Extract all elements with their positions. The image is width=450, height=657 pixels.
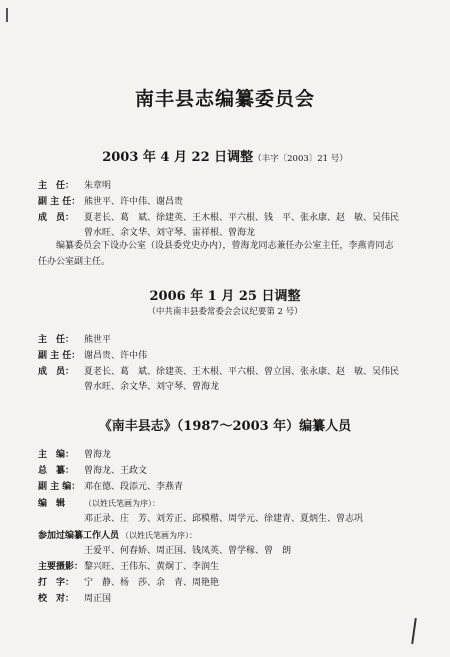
typing-row (38, 578, 219, 589)
row-label: 主要摄影： (38, 562, 84, 572)
page-title: 南丰县志编纂委员会 (134, 88, 315, 110)
row-label: 总 纂： (38, 466, 75, 476)
section1-heading (0, 146, 450, 165)
section2-members-continued: 曾水旺、余文华、刘守琴、曾海龙 (84, 382, 220, 392)
row-label: 参加过编纂工作人员 (38, 531, 120, 541)
row-label: 副 主 编： (38, 482, 81, 492)
row-label: 成 员： (38, 367, 75, 377)
row-label: 打 字： (38, 578, 75, 588)
row-label: 主 任： (38, 335, 75, 345)
row-value: 周正国 (84, 594, 112, 604)
row-value: 曾海龙 (84, 450, 112, 460)
row-value: 朱章明 (84, 181, 112, 191)
section1-heading-text: 2003 年 4 月 22 日调整 (102, 150, 254, 165)
editors-list: 邓正录、庄 芳、刘芳正、邱模楷、周学元、徐建青、夏炳生、曾志巩 (84, 514, 364, 524)
section2-deputy-row (38, 351, 147, 362)
scan-pen-mark (411, 618, 416, 644)
deputy-editor-row (38, 482, 183, 493)
paragraph-line2: 任办公室副主任。 (38, 257, 111, 267)
section1-members-continued: 曾水旺、余文华、刘守琴、雷祥根、曾海龙 (84, 228, 256, 238)
row-value: 曾海龙、王政文 (84, 466, 148, 476)
section2-heading: 2006 年 1 月 25 日调整 (149, 289, 301, 304)
row-note: （以姓氏笔画为序）： (121, 531, 198, 540)
row-value: 熊世平、许中伟、谢昌贵 (84, 197, 184, 207)
proofreading-row (38, 594, 111, 605)
row-label: 成 员： (38, 213, 75, 223)
participants-list: 王爱平、何春娇、周正国、钱凤英、曾学稼、曾 朗 (84, 546, 292, 556)
section3-heading: 《南丰县志》（1987～2003 年）编纂人员 (98, 419, 352, 434)
section1-members-row (38, 213, 399, 224)
chief-editor-row (38, 450, 111, 461)
row-value: 夏老长、葛 斌、徐建英、王木根、平六根、曾立国、张永康、赵 敏、吴伟民 (84, 367, 400, 377)
row-label: 副 主 任： (38, 197, 81, 207)
scan-edge-mark (6, 8, 8, 22)
row-label: 主 编： (38, 450, 75, 460)
row-label: 编 辑 (38, 499, 66, 509)
editors-label-row (38, 498, 160, 510)
section1-heading-note: （丰字〔2003〕21 号） (253, 154, 348, 164)
participants-label-row (38, 530, 197, 542)
row-note: （以姓氏笔画为序）： (84, 499, 160, 508)
section1-deputy-row (38, 197, 183, 208)
paragraph-line1: 编纂委员会下设办公室（设县委党史办内），曾海龙同志兼任办公室主任，李燕青同志 (56, 241, 394, 251)
row-label: 主 任： (38, 181, 75, 191)
general-compiler-row (38, 466, 147, 477)
row-value: 熊世平 (84, 335, 112, 345)
section2-members-row (38, 367, 399, 378)
row-value: 谢昌贵、许中伟 (84, 351, 148, 361)
row-value: 黎兴旺、王伟东、黄炯丁、李润生 (84, 562, 220, 572)
section2-director-row (38, 335, 111, 346)
section1-director-row (38, 181, 111, 192)
photography-row (38, 562, 219, 573)
row-label: 副 主 任： (38, 351, 81, 361)
row-value: 宁 静、杨 莎、余 青、周艳艳 (84, 578, 220, 588)
section1-office-paragraph (38, 238, 416, 270)
row-label: 校 对： (38, 594, 75, 604)
row-value: 夏老长、葛 斌、徐建英、王木根、平六根、钱 平、张永康、赵 敏、吴伟民 (84, 213, 400, 223)
section2-subheading: （中共南丰县委常委会会议纪要第 2 号） (147, 307, 303, 317)
row-value: 邓在德、段添元、李燕青 (84, 482, 184, 492)
